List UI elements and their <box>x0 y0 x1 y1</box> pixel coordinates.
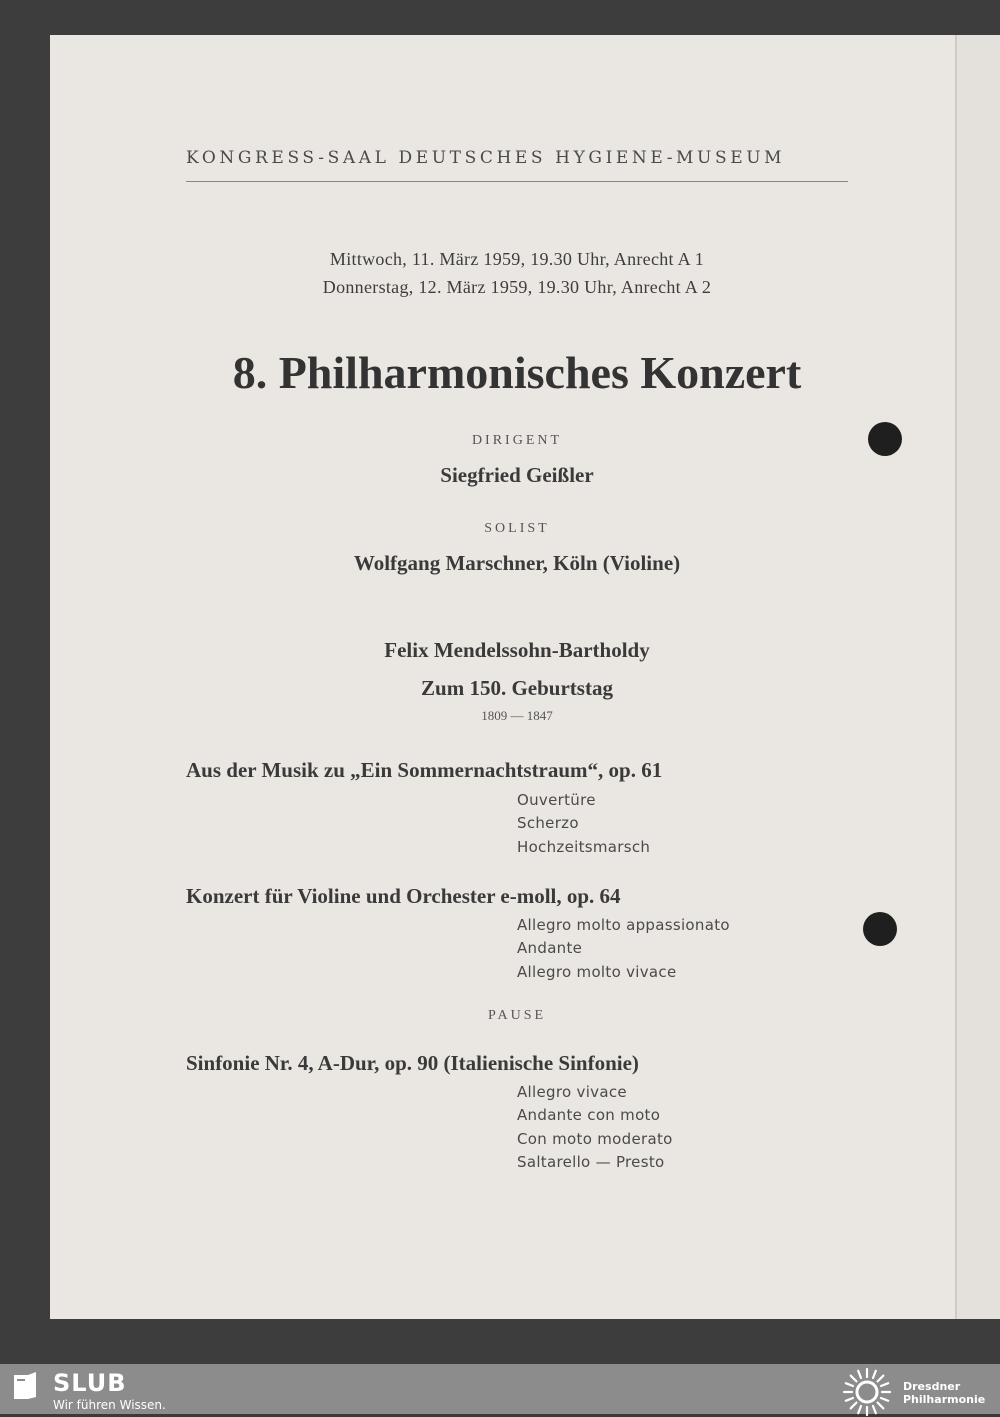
partner-name-line1[interactable]: Dresdner <box>903 1380 961 1393</box>
movement-item: Andante con moto <box>517 1106 661 1125</box>
punch-hole <box>868 422 902 456</box>
movement-item: Allegro vivace <box>517 1083 627 1101</box>
movement-item: Allegro molto appassionato <box>517 916 730 934</box>
movement-item: Andante <box>517 939 583 958</box>
composer-name: Felix Mendelssohn-Bartholdy <box>384 638 650 662</box>
date-line-1: Mittwoch, 11. März 1959, 19.30 Uhr, Anrecht A 1 <box>329 249 705 269</box>
venue-header: KONGRESS-SAAL DEUTSCHES HYGIENE-MUSEUM <box>186 148 786 168</box>
pause-label: PAUSE <box>487 1008 547 1023</box>
movement-item: Con moto moderato <box>517 1129 673 1148</box>
header-divider <box>186 181 848 182</box>
sunburst-logo-icon[interactable] <box>842 1367 892 1417</box>
movement-list <box>517 789 650 859</box>
movement-item: Hochzeitsmarsch <box>517 837 651 856</box>
soloist-label: SOLIST <box>484 521 550 536</box>
movement-list <box>517 1081 673 1174</box>
footer-bar <box>0 1364 1000 1414</box>
concert-title: 8. Philharmonisches Konzert <box>232 347 802 398</box>
date-line-2: Donnerstag, 12. März 1959, 19.30 Uhr, Anrecht A 2 <box>322 277 712 297</box>
punch-hole <box>863 912 897 946</box>
anniversary-note: Zum 150. Geburtstag <box>421 676 613 700</box>
movement-item: Allegro molto vivace <box>517 962 677 981</box>
soloist-name: Wolfgang Marschner, Köln (Violine) <box>353 551 681 575</box>
program-work-title: Sinfonie Nr. 4, A-Dur, op. 90 (Italienische Sinfonie) <box>186 1051 639 1075</box>
movement-item: Saltarello — Presto <box>517 1152 665 1171</box>
program-work-title: Konzert für Violine und Orchester e-moll, op. 64 <box>186 884 621 908</box>
book-icon[interactable] <box>12 1371 38 1403</box>
composer-years: 1809 — 1847 <box>481 708 553 723</box>
conductor-label: DIRIGENT <box>471 433 563 448</box>
movement-item: Ouvertüre <box>517 791 596 809</box>
program-work-title: Aus der Musik zu „Ein Sommernachtstraum“, op. 61 <box>186 758 663 782</box>
slub-tagline: Wir führen Wissen. <box>53 1398 166 1412</box>
movement-item: Scherzo <box>517 814 579 833</box>
movement-list <box>517 914 730 984</box>
next-page-edge <box>955 35 1000 1319</box>
conductor-name: Siegfried Geißler <box>440 463 594 487</box>
slub-logo-text[interactable]: SLUB <box>53 1369 127 1397</box>
partner-name-line2[interactable]: Philharmonie <box>903 1393 986 1406</box>
